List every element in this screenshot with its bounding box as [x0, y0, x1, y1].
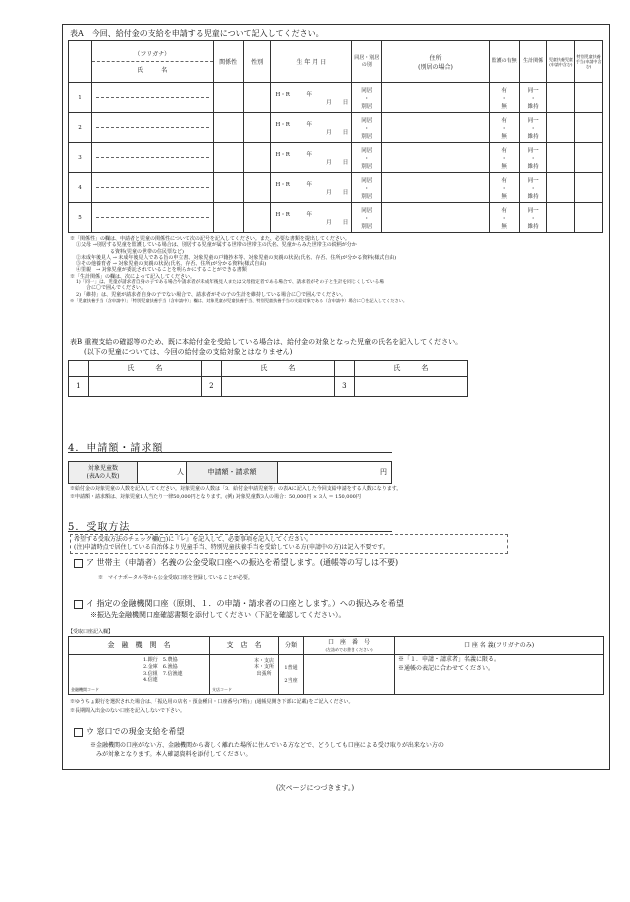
separator-dot: ・	[364, 185, 370, 192]
bank-type-agri: 5.農協	[162, 657, 178, 663]
note-line: ④里親 → 対象児童が委託されていることを明らかにすることができる書類	[76, 267, 247, 274]
care-yes-label: 有	[501, 117, 507, 124]
child-rearing-header: 児童扶養児童(申請中含む)	[548, 56, 573, 67]
month-day-label: 月 日	[326, 219, 349, 226]
dob-header: 生 年 月 日	[296, 59, 327, 66]
recipient-name-field[interactable]	[221, 377, 334, 397]
holder-header: 口 座 名 義(フリガナのみ)	[395, 637, 604, 655]
same-label: 同一	[527, 177, 539, 184]
separator-dot: ・	[364, 125, 370, 132]
name-header: 氏 名	[88, 361, 201, 377]
branch-code-label: 支店コード	[212, 687, 232, 692]
bank-type-fish: 6.漁協	[162, 663, 178, 670]
cohabit-cell[interactable]	[352, 83, 382, 113]
era-label: H・R	[275, 211, 290, 218]
special-child-header: 特別児童扶養手当(申請中含む)	[575, 54, 602, 69]
bank-table-title: 【受取口座記入欄】	[68, 629, 114, 635]
class-ordinary: 1普通	[284, 665, 298, 672]
note-line: ※「児童扶養手当（含申請中）」「特別児童扶養手当（含申請中）」欄は、対象児童が児童扶養手当、特別児童扶養手当の支給対象である（含申請中）場合に〇を記入してください。	[70, 297, 408, 303]
note-line: ①父母 →別居する児童を監護している場合は、別居する児童が属する世帯の世帯主の氏名、児童からみた世帯主の続柄が分か	[76, 242, 357, 249]
target-count-sub: (表Aの人数)	[86, 472, 120, 480]
option-a[interactable]	[74, 558, 398, 568]
branch-name-header: 支 店 名	[210, 637, 279, 655]
special-child-cell[interactable]	[575, 173, 603, 203]
sex-cell[interactable]	[243, 143, 271, 173]
care-yes-label: 有	[501, 207, 507, 214]
support-label: 維持	[527, 223, 539, 230]
sex-header: 性別	[251, 59, 264, 66]
note-line: る資料(児童の世帯の住民票など)	[110, 248, 184, 255]
note-line: 2)「維持」は、児童が請求者自身の子でない場合で、請求者がその子の生計を維持している場合に〇で囲んでください。	[76, 291, 347, 298]
separator-dot: ・	[501, 95, 507, 102]
address-cell[interactable]	[382, 173, 489, 203]
sex-cell[interactable]	[243, 83, 271, 113]
yen-unit: 円	[380, 467, 387, 476]
option-b[interactable]	[74, 599, 404, 609]
option-c-label: ウ 窓口での現金支給を希望	[86, 727, 185, 736]
account-number-field[interactable]	[304, 655, 395, 695]
option-c-note-1: ※金融機関の口座がない方、金融機関から著しく離れた場所に住んでいる方などで、どうしても口座による受け取りが出来ない方の	[90, 742, 444, 749]
support-label: 維持	[527, 133, 539, 140]
name-cell[interactable]	[91, 143, 213, 173]
care-yes-label: 有	[501, 147, 507, 154]
row-number: 2	[69, 113, 92, 143]
livelihood-cell[interactable]	[519, 113, 547, 143]
special-child-cell[interactable]	[575, 143, 603, 173]
dob-cell[interactable]	[271, 113, 352, 143]
option-a-note: ※ マイナポータル等から公金受取口座を登録していることが必要。	[98, 575, 253, 581]
dob-cell[interactable]	[271, 83, 352, 113]
option-b-label: イ 指定の金融機関口座（原則、１．の申請・請求者の口座とします。）への振込みを希望	[86, 599, 404, 608]
relation-cell[interactable]	[213, 83, 243, 113]
child-rearing-cell[interactable]	[547, 143, 575, 173]
month-day-label: 月 日	[326, 129, 349, 136]
cohabit-header: 同居・別居の別	[354, 55, 380, 68]
note-line: ※「生計関係」の欄は、次によって記入してください。	[70, 273, 196, 280]
row-number: 3	[69, 143, 92, 173]
separate-label: 別居	[361, 133, 373, 140]
amount-table	[68, 461, 392, 484]
dob-cell[interactable]	[271, 203, 352, 233]
livelihood-cell[interactable]	[519, 83, 547, 113]
separator-dot: ・	[364, 95, 370, 102]
cohabit-cell[interactable]	[352, 113, 382, 143]
continued-footer: (次ページにつづきます。)	[275, 784, 355, 792]
child-rearing-cell[interactable]	[547, 203, 575, 233]
class-header: 分類	[279, 637, 304, 655]
person-unit: 人	[177, 467, 184, 476]
separator-dot: ・	[530, 95, 536, 102]
same-label: 同一	[527, 207, 539, 214]
option-a-checkbox[interactable]	[74, 559, 83, 568]
amount-label: 申請額・請求額	[187, 462, 278, 484]
name-cell[interactable]	[91, 173, 213, 203]
branch-type-outpost: 出張所	[256, 670, 272, 677]
heading-rule	[68, 452, 392, 453]
separator-dot: ・	[364, 215, 370, 222]
table-row	[69, 173, 603, 203]
holder-field[interactable]	[395, 655, 604, 695]
section-a-notes	[70, 236, 407, 303]
month-day-label: 月 日	[326, 99, 349, 106]
bank-code-label: 金融機関コード	[71, 687, 99, 692]
table-row	[69, 203, 603, 233]
support-label: 維持	[527, 193, 539, 200]
address-sub-header: (別居の場合)	[418, 63, 453, 71]
separate-label: 別居	[361, 223, 373, 230]
era-label: H・R	[275, 181, 290, 188]
care-yes-label: 有	[501, 87, 507, 94]
separate-label: 別居	[361, 193, 373, 200]
bank-name-header: 金 融 機 関 名	[69, 637, 210, 655]
separator-dot: ・	[530, 215, 536, 222]
era-label: H・R	[275, 91, 290, 98]
recipient-number: 2	[201, 377, 221, 397]
relation-cell[interactable]	[213, 143, 243, 173]
instructions-box	[70, 534, 508, 554]
child-rearing-cell[interactable]	[547, 113, 575, 143]
option-a-label: ア 世帯主（申請者）名義の公金受取口座への振込を希望します。(通帳等の写しは不要)	[86, 558, 399, 567]
branch-name-field[interactable]	[210, 655, 279, 695]
address-header: 住所	[429, 54, 442, 62]
separate-label: 別居	[361, 163, 373, 170]
era-label: H・R	[275, 151, 290, 158]
section-b-title: 表B 重複支給の確認等のため、既に本給付金を受給している場合は、給付金の対象となった児童の氏名を記入してください。	[70, 338, 463, 346]
care-cell[interactable]	[489, 113, 519, 143]
name-cell[interactable]	[91, 113, 213, 143]
livelihood-cell[interactable]	[519, 143, 547, 173]
bank-type-shinkin: 2.金庫	[143, 663, 158, 670]
separator-dot: ・	[501, 125, 507, 132]
note-line: 1)「同一」は、児童が請求者自身の子である場合や請求者が未成年後見人または父母指定者である場合で、請求者がその子と生計を同じくしている場	[76, 279, 384, 285]
holder-note: ※通帳の表記に合わせてください。	[398, 664, 495, 672]
table-row	[69, 143, 603, 173]
sex-cell[interactable]	[243, 173, 271, 203]
class-current: 2当座	[284, 677, 298, 684]
dob-cell[interactable]	[271, 143, 352, 173]
children-table	[68, 40, 603, 233]
name-cell[interactable]	[91, 83, 213, 113]
same-label: 同一	[527, 117, 539, 124]
name-header: 氏 名	[137, 67, 168, 74]
bank-type-bank: 1.銀行	[143, 657, 158, 663]
section-5-heading: 5．受取方法	[68, 522, 131, 533]
cohabit-cell[interactable]	[352, 173, 382, 203]
table-row	[69, 113, 603, 143]
livelihood-cell[interactable]	[519, 173, 547, 203]
cohabit-label: 同居	[361, 177, 373, 184]
branch-type-office: 本・支所	[253, 664, 274, 671]
separator-dot: ・	[530, 125, 536, 132]
relation-cell[interactable]	[213, 203, 243, 233]
care-cell[interactable]	[489, 143, 519, 173]
separator-dot: ・	[364, 155, 370, 162]
care-yes-label: 有	[501, 177, 507, 184]
amount-note-2: ※申請額・請求額は、対象児童1人当たり一律50,000円となります。(例) 対象児童数3人の場合：50,000円 × 3人 ＝ 150,000円	[70, 494, 361, 500]
account-number-sub: (左詰めでお書きください)	[325, 646, 373, 652]
yucho-note: ※ゆうちょ銀行を選択された場合は、「振込用の店名・預金種目・口座番号(7桁)」(通帳見開き下部に記載)をご記入ください。	[70, 699, 354, 705]
relation-header: 関係性	[219, 59, 238, 66]
instruction-line: (注)申請時点で居住している自治体より児童手当、特別児童扶養手当を受給している方(申請中の方)は記入不要です。	[74, 543, 389, 551]
care-cell[interactable]	[489, 83, 519, 113]
table-row	[69, 83, 603, 113]
bank-name-field[interactable]	[69, 655, 210, 695]
relation-cell[interactable]	[213, 173, 243, 203]
separator-dot: ・	[501, 185, 507, 192]
support-label: 維持	[527, 103, 539, 110]
care-header: 監護の有無	[491, 58, 517, 65]
month-day-label: 月 日	[326, 159, 349, 166]
bank-type-options[interactable]	[143, 657, 183, 684]
month-day-label: 月 日	[326, 189, 349, 196]
option-c-note-2: みが対象となります。本人確認資料を添付してください。	[96, 751, 252, 758]
cohabit-cell[interactable]	[352, 143, 382, 173]
amount-field[interactable]	[278, 462, 392, 484]
care-no-label: 無	[501, 163, 507, 170]
option-c[interactable]	[74, 727, 185, 737]
livelihood-header: 生計関係	[523, 58, 544, 65]
sex-cell[interactable]	[243, 203, 271, 233]
separator-dot: ・	[501, 215, 507, 222]
name-header: 氏 名	[221, 361, 334, 377]
option-c-checkbox[interactable]	[74, 728, 83, 737]
note-line: ※「関係性」の欄は、申請者と児童の関係性について次の記号を記入してください。また、必要な書類を提出してください。	[70, 236, 350, 242]
sex-cell[interactable]	[243, 113, 271, 143]
row-number: 1	[69, 83, 92, 113]
furigana-header: （フリガナ）	[134, 51, 171, 58]
amount-note-1: ※給付金の対象児童の人数を記入してください。対象児童の人数は「3．給付金申請児童等」の表Aに記入した今回支給申請をする人数になります。	[70, 486, 402, 492]
longterm-note: ※長期間入出金のない口座を記入しないで下さい。	[70, 708, 186, 714]
bank-type-shinren: 4.信連	[143, 677, 158, 684]
same-label: 同一	[527, 87, 539, 94]
cohabit-label: 同居	[361, 87, 373, 94]
support-label: 維持	[527, 163, 539, 170]
year-label: 年	[306, 181, 312, 188]
separator-dot: ・	[501, 155, 507, 162]
address-cell[interactable]	[382, 143, 489, 173]
cohabit-cell[interactable]	[352, 203, 382, 233]
year-label: 年	[306, 151, 312, 158]
year-label: 年	[306, 121, 312, 128]
option-b-note: ※振込先金融機関口座確認書類を添付してください（下記を確認してください）。	[90, 611, 346, 619]
recipient-name-field[interactable]	[354, 377, 467, 397]
note-line: ③その他養育者 → 対象児童の実親の状況(氏名、存否、住所)が分かる資料(様式自由)	[76, 261, 267, 267]
care-no-label: 無	[501, 103, 507, 110]
cohabit-label: 同居	[361, 117, 373, 124]
branch-type-options[interactable]	[254, 658, 274, 677]
instruction-line: 希望する受取方法のチェック欄(□)に『レ』を記入して、必要事項を記入してください。	[74, 536, 313, 543]
bank-type-fishfed: 7.信漁連	[162, 670, 183, 677]
bank-account-table	[68, 636, 604, 695]
special-child-cell[interactable]	[575, 83, 603, 113]
note-line: ②未成年後見人 → 未成年後見人である旨の申立書、対象児童の戸籍抄本等、対象児童の実親の状況(氏名、存否、住所)が分かる資料(様式自由)	[76, 254, 397, 261]
separator-dot: ・	[530, 185, 536, 192]
cohabit-label: 同居	[361, 147, 373, 154]
address-cell[interactable]	[382, 113, 489, 143]
address-cell[interactable]	[382, 83, 489, 113]
option-b-checkbox[interactable]	[74, 600, 83, 609]
child-rearing-cell[interactable]	[547, 83, 575, 113]
existing-recipients-table	[68, 360, 468, 397]
care-no-label: 無	[501, 133, 507, 140]
recipient-number: 3	[334, 377, 354, 397]
relation-cell[interactable]	[213, 113, 243, 143]
target-count-label: 対象児童数	[87, 465, 118, 472]
care-no-label: 無	[501, 223, 507, 230]
section-4-heading: 4．申請額・請求額	[68, 443, 164, 454]
child-rearing-cell[interactable]	[547, 173, 575, 203]
cohabit-label: 同居	[361, 207, 373, 214]
dob-cell[interactable]	[271, 173, 352, 203]
livelihood-cell[interactable]	[519, 203, 547, 233]
name-header: 氏 名	[354, 361, 467, 377]
section-b-subtitle: (以下の児童については、今回の給付金の支給対象とはなりません)	[84, 348, 293, 356]
same-label: 同一	[527, 147, 539, 154]
special-child-cell[interactable]	[575, 203, 603, 233]
year-label: 年	[306, 91, 312, 98]
recipient-name-field[interactable]	[88, 377, 201, 397]
separate-label: 別居	[361, 103, 373, 110]
address-cell[interactable]	[382, 203, 489, 233]
section-a-title: 表A 今回、給付金の支給を申請する児童について記入してください。	[70, 29, 324, 38]
account-number-header: 口 座 番 号	[327, 639, 370, 647]
branch-type-branch: 本・支店	[253, 658, 274, 664]
note-line: 合に〇で囲んでください。	[86, 285, 147, 292]
class-field[interactable]	[279, 655, 304, 695]
target-count-field[interactable]	[138, 462, 187, 484]
recipient-number: 1	[69, 377, 89, 397]
separator-dot: ・	[530, 155, 536, 162]
special-child-cell[interactable]	[575, 113, 603, 143]
holder-note: ※「１．申請・請求者」名義に限る。	[398, 656, 501, 663]
bank-type-credit: 3.信組	[143, 670, 158, 677]
care-no-label: 無	[501, 193, 507, 200]
heading-rule	[68, 531, 392, 532]
care-cell[interactable]	[489, 173, 519, 203]
year-label: 年	[306, 211, 312, 218]
row-number: 5	[69, 203, 92, 233]
row-number: 4	[69, 173, 92, 203]
era-label: H・R	[275, 121, 290, 128]
name-cell[interactable]	[91, 203, 213, 233]
care-cell[interactable]	[489, 203, 519, 233]
